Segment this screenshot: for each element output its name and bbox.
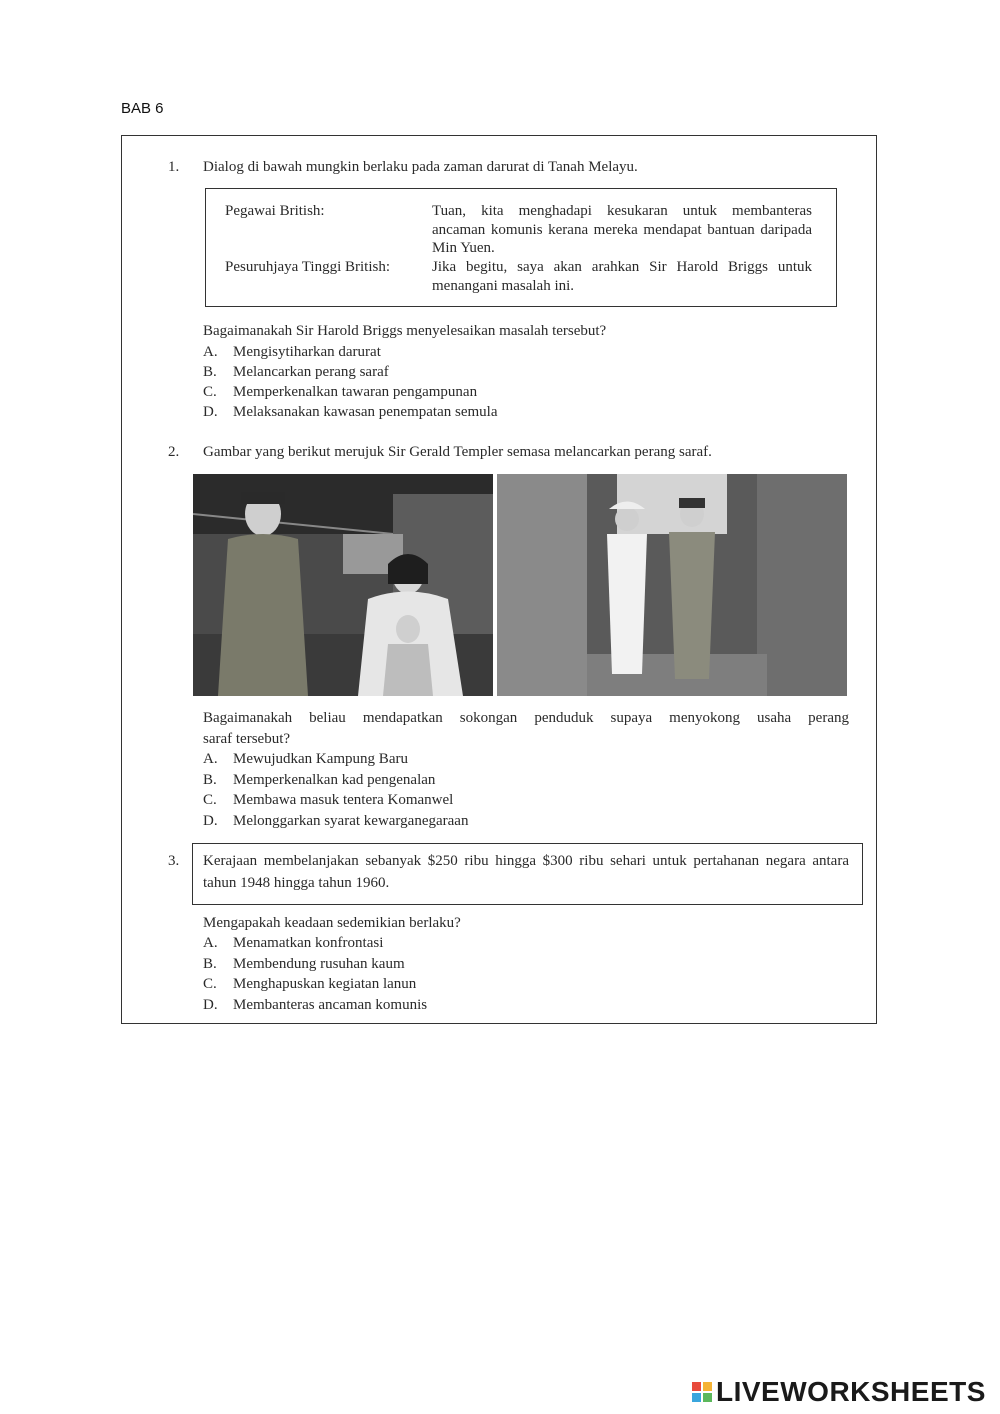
q2-number: 2.: [168, 444, 180, 460]
q1-speech-1: Tuan, kita menghadapi kesukaran untuk membanteras ancaman komunis kerana mereka mendapat bantuan daripada Min Yuen.: [432, 203, 812, 256]
liveworksheets-logo-icon: [692, 1382, 712, 1402]
q2-option-c-letter: C.: [203, 792, 217, 808]
chapter-label: BAB 6: [121, 100, 164, 117]
logo-square-blue: [692, 1393, 701, 1402]
q2-option-b[interactable]: Memperkenalkan kad pengenalan: [233, 772, 436, 788]
q1-option-d[interactable]: Melaksanakan kawasan penempatan semula: [233, 404, 498, 420]
q2-photo-right: [497, 474, 847, 696]
q1-option-b-letter: B.: [203, 364, 217, 380]
q3-option-c[interactable]: Menghapuskan kegiatan lanun: [233, 976, 417, 992]
q3-option-c-letter: C.: [203, 976, 217, 992]
q3-question: Mengapakah keadaan sedemikian berlaku?: [203, 915, 461, 931]
q3-number: 3.: [168, 853, 180, 869]
q2-photo-left: [193, 474, 493, 696]
q2-option-b-letter: B.: [203, 772, 217, 788]
q3-option-a-letter: A.: [203, 935, 218, 951]
q1-option-c-letter: C.: [203, 384, 217, 400]
q2-option-d-letter: D.: [203, 813, 218, 829]
logo-square-red: [692, 1382, 701, 1391]
q1-option-a-letter: A.: [203, 344, 218, 360]
q1-speaker-2: Pesuruhjaya Tinggi British:: [225, 259, 391, 275]
q1-speech-2: Jika begitu, saya akan arahkan Sir Harold Briggs untuk menangani masalah ini.: [432, 259, 812, 294]
q2-question-line2: saraf tersebut?: [203, 731, 291, 747]
q2-question-line1: Bagaimanakah beliau mendapatkan sokongan penduduk supaya menyokong usaha perang: [203, 710, 849, 726]
q2-option-d[interactable]: Melonggarkan syarat kewarganegaraan: [233, 813, 469, 829]
q3-statement: Kerajaan membelanjakan sebanyak $250 ribu hingga $300 ribu sehari untuk pertahanan negara antara tahun 1948 hingga tahun 1960.: [203, 853, 849, 891]
q3-option-d-letter: D.: [203, 997, 218, 1013]
q3-option-b[interactable]: Membendung rusuhan kaum: [233, 956, 405, 972]
logo-square-green: [703, 1393, 712, 1402]
q2-option-a-letter: A.: [203, 751, 218, 767]
q1-number: 1.: [168, 159, 180, 175]
q1-speaker-1: Pegawai British:: [225, 203, 325, 219]
q3-option-d[interactable]: Membanteras ancaman komunis: [233, 997, 428, 1013]
q1-question: Bagaimanakah Sir Harold Briggs menyelesaikan masalah tersebut?: [203, 323, 607, 339]
logo-square-yellow: [703, 1382, 712, 1391]
q1-option-a[interactable]: Mengisytiharkan darurat: [233, 344, 381, 360]
q1-stem: Dialog di bawah mungkin berlaku pada zaman darurat di Tanah Melayu.: [203, 159, 638, 175]
q3-option-b-letter: B.: [203, 956, 217, 972]
q2-option-c[interactable]: Membawa masuk tentera Komanwel: [233, 792, 454, 808]
liveworksheets-logo: [692, 1376, 986, 1408]
q1-option-b[interactable]: Melancarkan perang saraf: [233, 364, 389, 380]
q1-option-c[interactable]: Memperkenalkan tawaran pengampunan: [233, 384, 478, 400]
q3-option-a[interactable]: Menamatkan konfrontasi: [233, 935, 384, 951]
q2-option-a[interactable]: Mewujudkan Kampung Baru: [233, 751, 408, 767]
liveworksheets-brand-text: LIVEWORKSHEETS: [716, 1376, 986, 1407]
q2-stem: Gambar yang berikut merujuk Sir Gerald Templer semasa melancarkan perang saraf.: [203, 444, 712, 460]
q1-option-d-letter: D.: [203, 404, 218, 420]
